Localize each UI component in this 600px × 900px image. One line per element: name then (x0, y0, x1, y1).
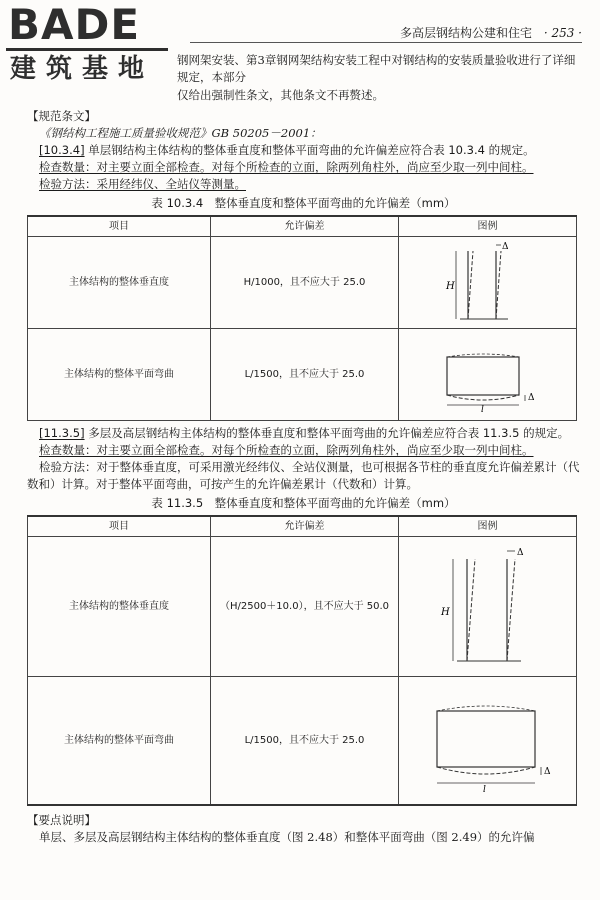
cell-tolerance: L/1500，且不应大于 25.0 (211, 329, 399, 421)
notes-text: 单层、多层及高层钢结构主体结构的整体垂直度（图 2.48）和整体平面弯曲（图 2.49）的允许偏 (39, 829, 535, 844)
label-height: H (445, 280, 455, 292)
table-caption-1: 表 10.3.4 整体垂直度和整体平面弯曲的允许偏差（mm） (151, 196, 456, 210)
clause-number: [11.3.5] (39, 426, 85, 440)
page-number: · 253 · (543, 26, 582, 40)
label-length: l (480, 404, 484, 413)
verticality-diagram (438, 241, 538, 325)
logo-subtitle: 建筑基地 (10, 54, 155, 84)
logo-brand: BADE (6, 2, 168, 51)
running-header (190, 24, 582, 43)
cell-figure (399, 329, 577, 421)
tolerance-table-2 (27, 515, 577, 806)
table-row (28, 237, 577, 329)
cell-tolerance: H/1000，且不应大于 25.0 (211, 237, 399, 329)
verticality-diagram (433, 543, 543, 671)
clause-text: 单层钢结构主体结构的整体垂直度和整体平面弯曲的允许偏差应符合表 10.3.4 的规定。 (88, 143, 535, 157)
col-header-figure: 图例 (399, 516, 577, 537)
table-row (28, 329, 577, 421)
check-quantity: 检查数量：对主要立面全部检查。对每个所检查的立面，除两列角柱外，尚应至少取一列中间柱。 (39, 443, 534, 457)
label-delta: Δ (527, 392, 534, 403)
standard-reference: 《钢结构工程施工质量验收规范》GB 50205－2001： (39, 126, 322, 140)
label-delta: Δ (543, 767, 550, 778)
table-row (28, 677, 577, 805)
plane-bending-diagram (423, 685, 553, 795)
cell-figure (399, 537, 577, 677)
check-method: 检验方法：对于整体垂直度，可采用激光经纬仪、全站仪测量，也可根据各节柱的垂直度允许偏差累计（代数和）计算。对于整体平面弯曲，可按产生的允许偏差累计（代数和）计算。 (27, 460, 580, 491)
cell-tolerance: （H/2500＋10.0），且不应大于 50.0 (211, 537, 399, 677)
label-delta: Δ (516, 547, 523, 558)
section-heading-notes: 【要点说明】 (27, 812, 96, 827)
cell-item: 主体结构的整体平面弯曲 (28, 677, 211, 805)
col-header-figure: 图例 (399, 216, 577, 237)
cell-item: 主体结构的整体垂直度 (28, 237, 211, 329)
cell-tolerance: L/1500，且不应大于 25.0 (211, 677, 399, 805)
table-row (28, 537, 577, 677)
intro-line-2: 仅给出强制性条文，其他条文不再赘述。 (177, 88, 384, 102)
header-title: 多高层钢结构公建和住宅 (399, 26, 532, 40)
label-height: H (440, 606, 450, 618)
cell-item: 主体结构的整体垂直度 (28, 537, 211, 677)
page-body (27, 52, 580, 846)
cell-figure (399, 237, 577, 329)
label-length: l (482, 785, 486, 796)
clause-number: [10.3.4] (39, 143, 85, 157)
tolerance-table-1 (27, 215, 577, 421)
intro-line-1: 钢网架安装、第3章钢网架结构安装工程中对钢结构的安装质量验收进行了详细规定，本部分 (177, 53, 576, 84)
check-quantity: 检查数量：对主要立面全部检查。对每个所检查的立面，除两列角柱外，尚应至少取一列中间柱。 (39, 160, 534, 174)
label-delta: Δ (501, 241, 508, 252)
check-method: 检验方法：采用经纬仪、全站仪等测量。 (39, 177, 246, 191)
col-header-item: 项目 (28, 216, 211, 237)
cell-figure (399, 677, 577, 805)
col-header-tolerance: 允许偏差 (211, 516, 399, 537)
clause-11-3-5 (27, 425, 580, 442)
section-heading-clauses: 【规范条文】 (27, 109, 96, 123)
table-caption-2: 表 11.3.5 整体垂直度和整体平面弯曲的允许偏差（mm） (151, 496, 456, 510)
plane-bending-diagram (433, 337, 543, 413)
col-header-tolerance: 允许偏差 (211, 216, 399, 237)
cell-item: 主体结构的整体平面弯曲 (28, 329, 211, 421)
clause-10-3-4 (27, 142, 580, 159)
clause-text: 多层及高层钢结构主体结构的整体垂直度和整体平面弯曲的允许偏差应符合表 11.3.5 的规定。 (88, 426, 570, 440)
col-header-item: 项目 (28, 516, 211, 537)
